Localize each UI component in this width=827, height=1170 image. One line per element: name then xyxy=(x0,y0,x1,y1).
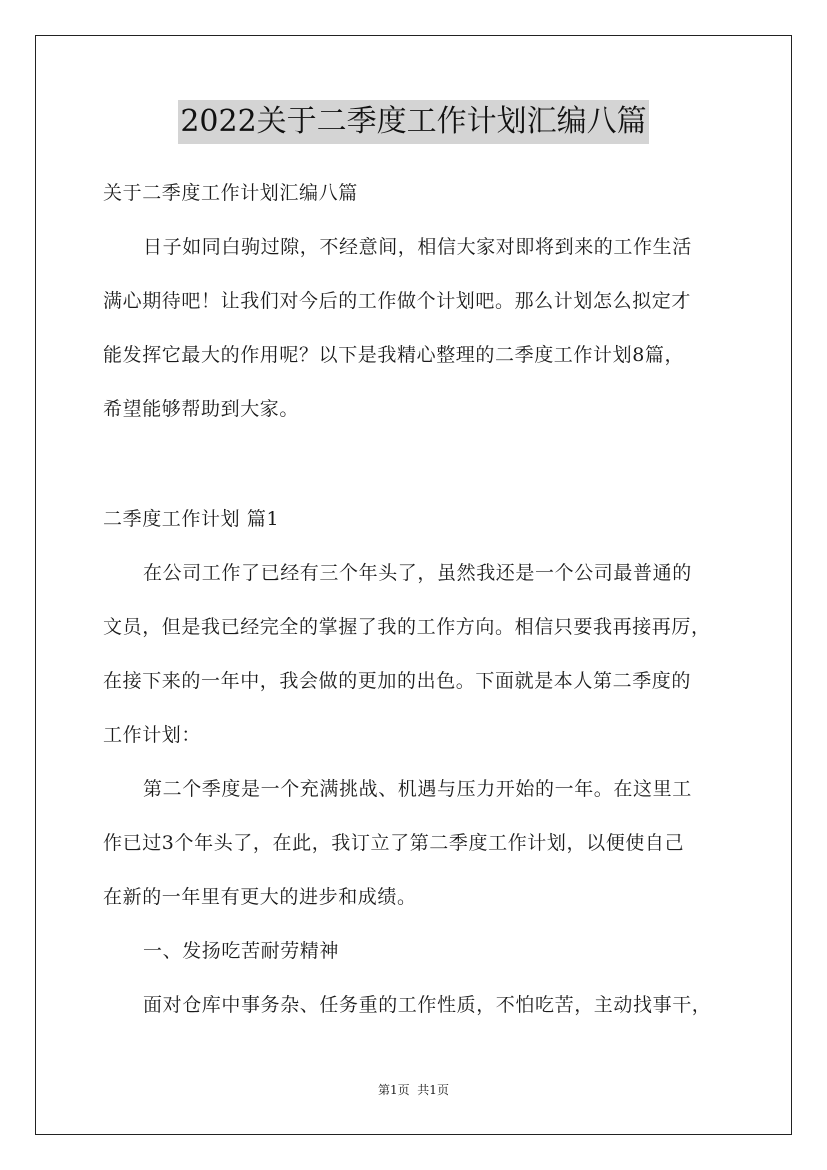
paragraph3-line-1: 面对仓库中事务杂、任务重的工作性质，不怕吃苦，主动找事干， xyxy=(143,994,712,1016)
subtitle: 关于二季度工作计划汇编八篇 xyxy=(103,182,358,204)
intro-line-3: 能发挥它最大的作用呢？以下是我精心整理的二季度工作计划8篇， xyxy=(103,344,685,366)
intro-line-1: 日子如同白驹过隙，不经意间，相信大家对即将到来的工作生活 xyxy=(143,236,692,258)
section-heading: 二季度工作计划 篇1 xyxy=(103,508,280,530)
paragraph1-line-4: 工作计划： xyxy=(103,724,202,746)
intro-line-2: 满心期待吧！让我们对今后的工作做个计划吧。那么计划怎么拟定才 xyxy=(103,290,692,312)
paragraph2-line-3: 在新的一年里有更大的进步和成绩。 xyxy=(103,886,417,908)
paragraph1-line-3: 在接下来的一年中，我会做的更加的出色。下面就是本人第二季度的 xyxy=(103,670,692,692)
page-footer: 第1页 共1页 xyxy=(378,1083,449,1097)
paragraph1-line-2: 文员，但是我已经完全的掌握了我的工作方向。相信只要我再接再厉， xyxy=(103,616,711,638)
intro-line-4: 希望能够帮助到大家。 xyxy=(103,398,300,420)
paragraph2-line-1: 第二个季度是一个充满挑战、机遇与压力开始的一年。在这里工 xyxy=(143,778,692,800)
item1-heading: 一、发扬吃苦耐劳精神 xyxy=(143,940,340,962)
paragraph1-line-1: 在公司工作了已经有三个年头了，虽然我还是一个公司最普通的 xyxy=(143,562,692,584)
document-title: 2022关于二季度工作计划汇编八篇 xyxy=(178,100,648,144)
paragraph2-line-2: 作已过3个年头了，在此，我订立了第二季度工作计划，以便使自己 xyxy=(103,832,685,854)
title-container xyxy=(0,100,827,144)
